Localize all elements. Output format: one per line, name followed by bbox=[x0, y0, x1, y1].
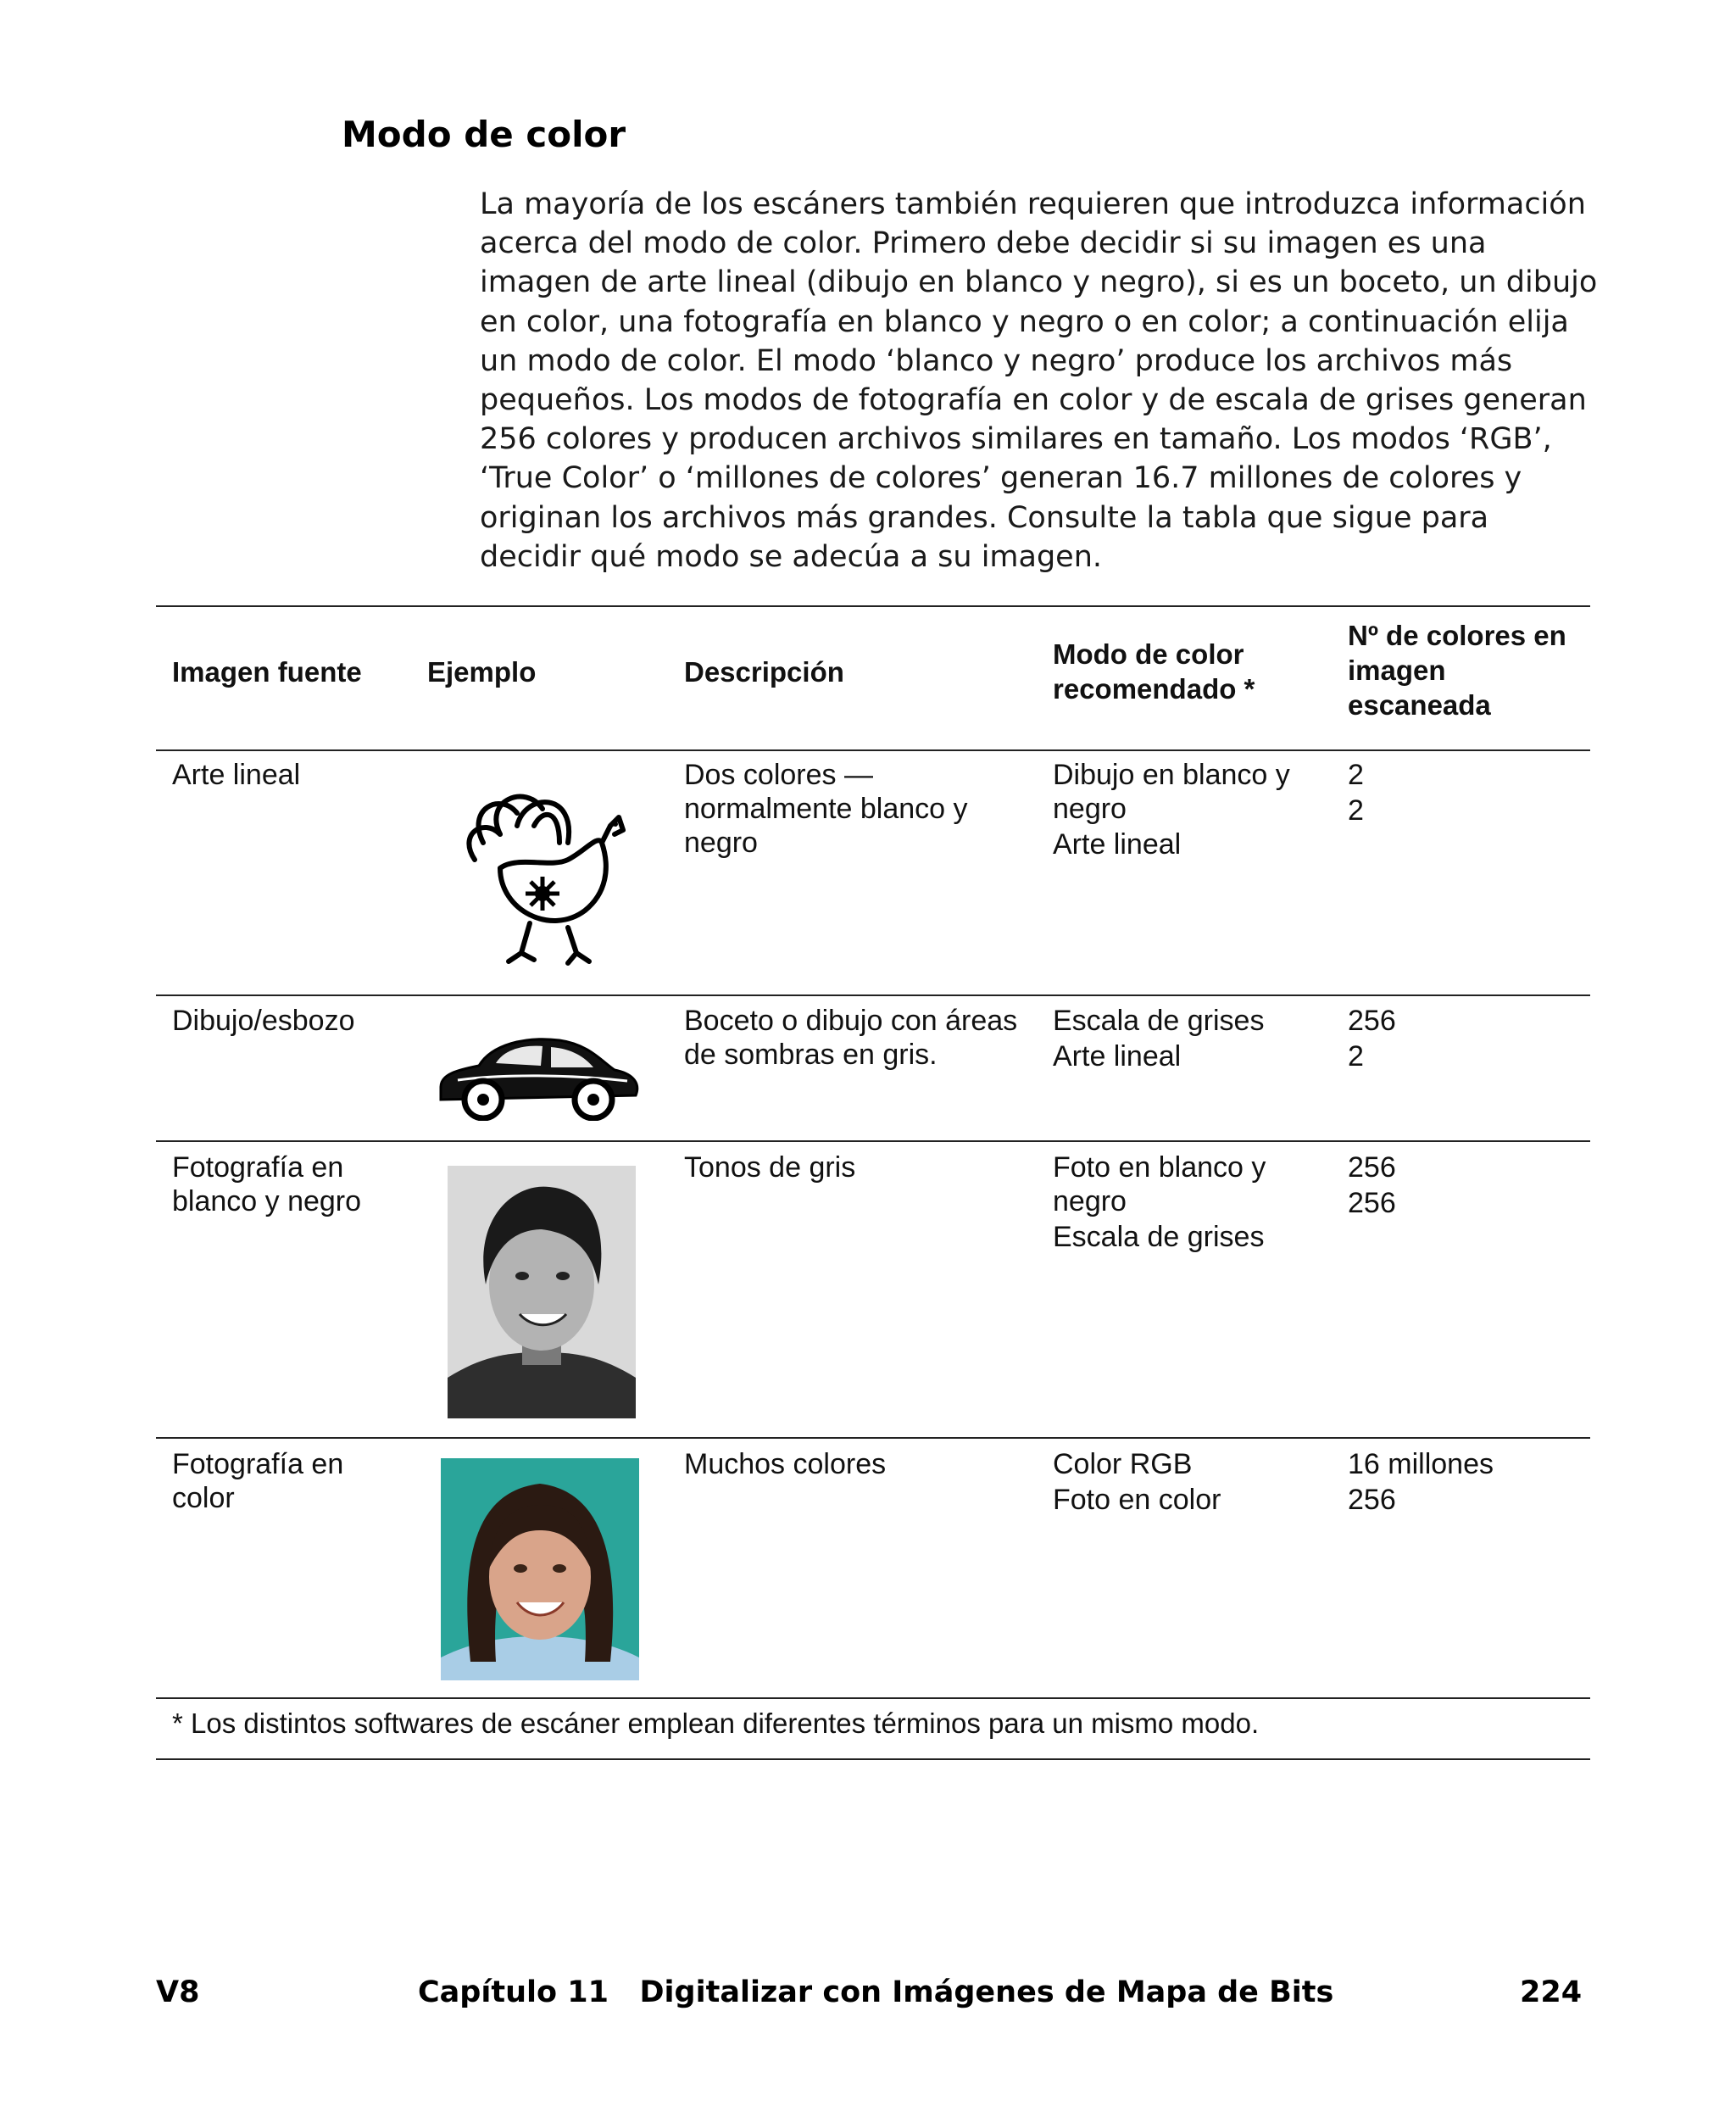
row2-source: Dibujo/esbozo bbox=[172, 1005, 355, 1037]
footer-chapter: Capítulo 11 Digitalizar con Imágenes de Mapa de Bits bbox=[418, 1975, 1334, 2009]
intro-paragraph: La mayoría de los escáners también requieren que introduzca información acerca del modo de color. Primero debe decidir si su imagen es una imagen de arte lineal (dibujo en blanco y negro), si es un boceto, un dibujo en color, una fotografía en blanco y negro o en color; a continuación elija un modo de color. El modo ‘blanco y negro’ produce los archivos más pequeños. Los modos de fotografía en color y de escala de grises generan 256 colores y producen archivos similares en tamaño. Los modos ‘RGB’, ‘True Color’ o ‘millones de colores’ generan 16.7 millones de colores y originan los archivos más grandes. Consulte la tabla que sigue para decidir qué modo se adecúa a su imagen. bbox=[480, 187, 1598, 574]
row2-description: Boceto o dibujo con áreas de sombras en gris. bbox=[684, 1005, 1018, 1071]
row2-mode-2: Arte lineal bbox=[1053, 1040, 1182, 1072]
row1-mode-1: Dibujo en blanco y negro bbox=[1053, 759, 1290, 825]
row1-source: Arte lineal bbox=[172, 759, 301, 791]
row1-colors-1: 2 bbox=[1348, 759, 1364, 791]
table-top-rule bbox=[156, 605, 1590, 607]
row4-mode-1: Color RGB bbox=[1053, 1448, 1193, 1480]
header-colors: Nº de colores en imagen escaneada bbox=[1348, 620, 1566, 721]
row4-colors-1: 16 millones bbox=[1348, 1448, 1494, 1480]
row3-source: Fotografía en blanco y negro bbox=[172, 1151, 362, 1217]
row3-mode-1: Foto en blanco y negro bbox=[1053, 1151, 1266, 1217]
header-source: Imagen fuente bbox=[172, 656, 362, 688]
footer-version: V8 bbox=[156, 1975, 200, 2009]
row1-mode-2: Arte lineal bbox=[1053, 828, 1182, 861]
row-divider bbox=[156, 994, 1590, 996]
table-footnote: * Los distintos softwares de escáner emplean diferentes términos para un mismo modo. bbox=[172, 1708, 1260, 1739]
row2-colors-2: 2 bbox=[1348, 1040, 1364, 1072]
row3-mode-2: Escala de grises bbox=[1053, 1221, 1265, 1253]
header-description: Descripción bbox=[684, 656, 844, 688]
row-divider bbox=[156, 1437, 1590, 1439]
car-icon bbox=[432, 1028, 644, 1121]
row1-description: Dos colores — normalmente blanco y negro bbox=[684, 759, 968, 859]
row2-colors-1: 256 bbox=[1348, 1005, 1396, 1037]
row1-colors-2: 2 bbox=[1348, 794, 1364, 827]
section-title: Modo de color bbox=[342, 114, 626, 155]
row-divider bbox=[156, 1697, 1590, 1699]
row4-source: Fotografía en color bbox=[172, 1448, 344, 1514]
header-bottom-rule bbox=[156, 749, 1590, 751]
row-divider bbox=[156, 1140, 1590, 1142]
row2-mode-1: Escala de grises bbox=[1053, 1005, 1265, 1037]
table-bottom-rule bbox=[156, 1758, 1590, 1760]
footer-page-number: 224 bbox=[1520, 1975, 1583, 2009]
color-portrait-photo bbox=[441, 1458, 639, 1680]
row3-colors-2: 256 bbox=[1348, 1187, 1396, 1219]
grayscale-portrait-photo bbox=[448, 1166, 636, 1418]
row4-mode-2: Foto en color bbox=[1053, 1484, 1221, 1516]
row3-description: Tonos de gris bbox=[684, 1151, 856, 1184]
row4-description: Muchos colores bbox=[684, 1448, 887, 1480]
rooster-icon bbox=[449, 775, 636, 970]
row3-colors-1: 256 bbox=[1348, 1151, 1396, 1184]
header-mode: Modo de color recomendado * bbox=[1053, 638, 1255, 705]
header-example: Ejemplo bbox=[427, 656, 537, 688]
row4-colors-2: 256 bbox=[1348, 1484, 1396, 1516]
